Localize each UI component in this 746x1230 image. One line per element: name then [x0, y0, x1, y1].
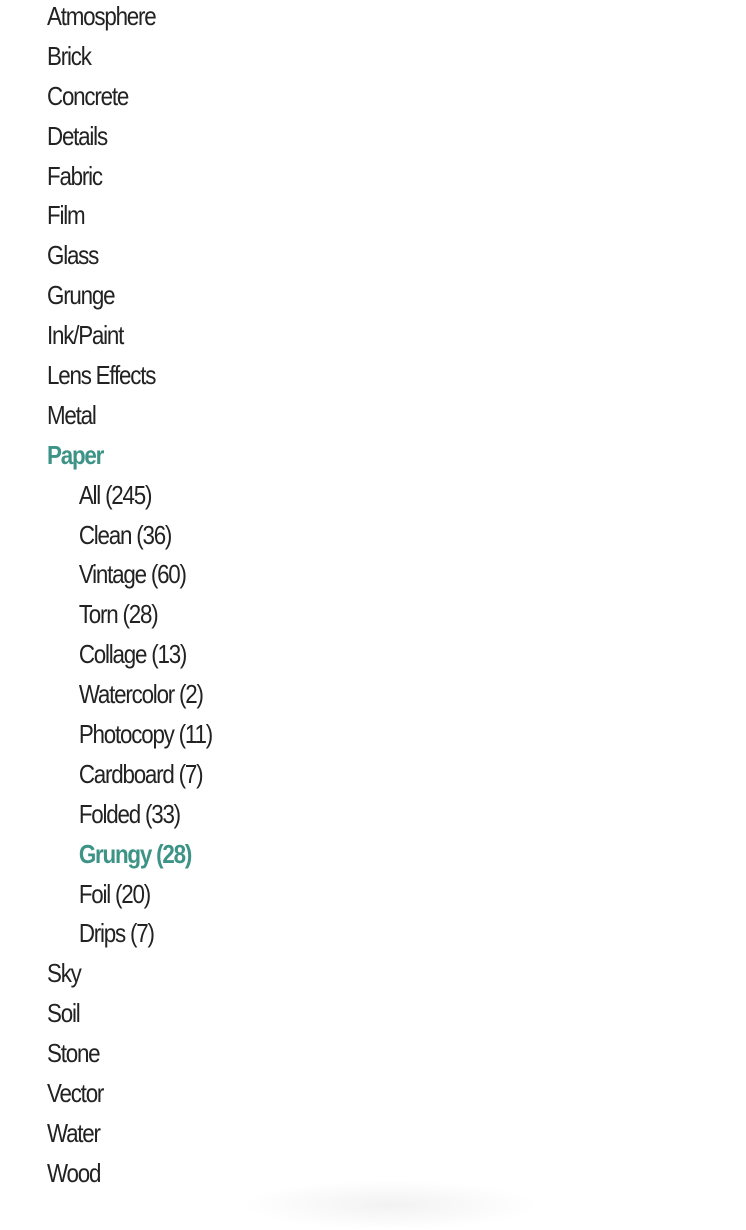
- category-list: [47, 0, 239, 1194]
- subcategory-clean[interactable]: Clean (36): [78, 519, 172, 550]
- category-brick[interactable]: Brick: [47, 40, 91, 71]
- subcategory-cardboard[interactable]: Cardboard (7): [78, 758, 203, 789]
- subcategory-collage[interactable]: Collage (13): [78, 639, 187, 670]
- category-film[interactable]: Film: [47, 200, 85, 231]
- paper-subcategory-group: [47, 476, 239, 955]
- category-metal[interactable]: Metal: [47, 399, 96, 430]
- category-sky[interactable]: Sky: [47, 958, 81, 989]
- category-stone[interactable]: Stone: [47, 1038, 100, 1069]
- category-ink-paint[interactable]: Ink/Paint: [47, 320, 124, 351]
- category-wood[interactable]: Wood: [47, 1157, 101, 1188]
- category-details[interactable]: Details: [47, 120, 107, 151]
- subcategory-grungy[interactable]: Grungy (28): [78, 838, 192, 869]
- subcategory-watercolor[interactable]: Watercolor (2): [78, 679, 203, 710]
- category-fabric[interactable]: Fabric: [47, 160, 102, 191]
- category-paper[interactable]: Paper: [47, 439, 104, 470]
- subcategory-all[interactable]: All (245): [78, 479, 152, 510]
- subcategory-photocopy[interactable]: Photocopy (11): [78, 719, 212, 750]
- category-lens-effects[interactable]: Lens Effects: [47, 360, 156, 391]
- paper-subcategory-list: [47, 476, 239, 955]
- category-soil[interactable]: Soil: [47, 998, 80, 1029]
- subcategory-vintage[interactable]: Vintage (60): [78, 559, 186, 590]
- category-vector[interactable]: Vector: [47, 1078, 104, 1109]
- category-grunge[interactable]: Grunge: [47, 280, 115, 311]
- category-concrete[interactable]: Concrete: [47, 80, 129, 111]
- category-water[interactable]: Water: [47, 1117, 100, 1148]
- subcategory-torn[interactable]: Torn (28): [78, 599, 158, 630]
- subcategory-drips[interactable]: Drips (7): [78, 918, 154, 949]
- bottom-shadow: [240, 1180, 540, 1230]
- subcategory-foil[interactable]: Foil (20): [78, 878, 150, 909]
- category-glass[interactable]: Glass: [47, 240, 99, 271]
- subcategory-folded[interactable]: Folded (33): [78, 798, 180, 829]
- category-atmosphere[interactable]: Atmosphere: [47, 1, 156, 31]
